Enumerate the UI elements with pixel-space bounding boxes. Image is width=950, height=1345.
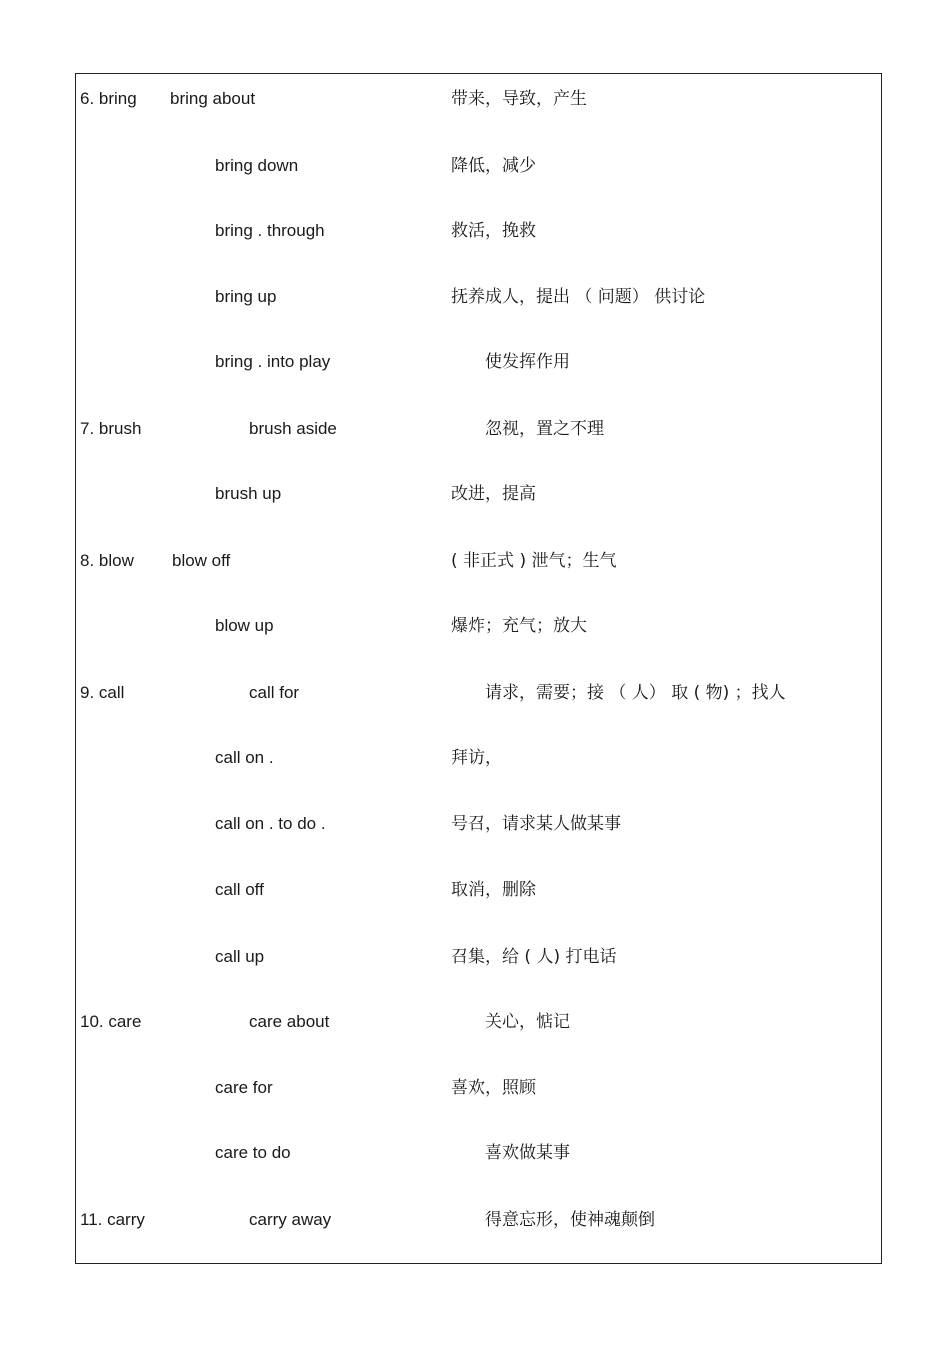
meaning: 带来，导致，产生 bbox=[451, 89, 587, 109]
phrase: call off bbox=[215, 880, 264, 899]
phrase: call up bbox=[215, 947, 265, 966]
phrase: bring about bbox=[170, 89, 256, 108]
phrase: care for bbox=[215, 1078, 273, 1097]
list-item bbox=[0, 151, 950, 181]
list-item bbox=[0, 942, 950, 972]
phrase: care to do bbox=[215, 1143, 291, 1162]
phrase: call on . bbox=[215, 748, 274, 767]
meaning: ( 非正式 ) 泄气；生气 bbox=[451, 551, 617, 571]
phrase: bring . into play bbox=[215, 352, 331, 371]
meaning: 取消，删除 bbox=[451, 880, 536, 900]
meaning: 降低，减少 bbox=[451, 156, 536, 176]
list-item bbox=[0, 414, 950, 444]
meaning: 召集，给 ( 人) 打电话 bbox=[451, 947, 617, 967]
entry-number: 7. brush bbox=[80, 419, 142, 438]
phrase: call for bbox=[249, 683, 300, 702]
meaning: 请求，需要；接 （ 人） 取 ( 物) ；找人 bbox=[485, 683, 786, 703]
meaning: 号召，请求某人做某事 bbox=[451, 814, 621, 834]
list-item bbox=[0, 282, 950, 312]
phrase: blow off bbox=[172, 551, 231, 570]
meaning: 忽视，置之不理 bbox=[485, 419, 604, 439]
entry-number: 10. care bbox=[80, 1012, 142, 1031]
list-item bbox=[0, 743, 950, 773]
list-item bbox=[0, 479, 950, 509]
phrase: bring . through bbox=[215, 221, 325, 240]
entry-number: 11. carry bbox=[80, 1210, 145, 1229]
list-item bbox=[0, 875, 950, 905]
list-item bbox=[0, 546, 950, 576]
list-item bbox=[0, 84, 950, 114]
meaning: 使发挥作用 bbox=[485, 352, 570, 372]
meaning: 得意忘形，使神魂颠倒 bbox=[485, 1210, 655, 1230]
meaning: 抚养成人，提出 （ 问题） 供讨论 bbox=[451, 287, 706, 307]
list-item bbox=[0, 1138, 950, 1168]
phrase: carry away bbox=[249, 1210, 332, 1229]
entry-number: 8. blow bbox=[80, 551, 134, 570]
list-item bbox=[0, 216, 950, 246]
list-item bbox=[0, 1007, 950, 1037]
meaning: 喜欢，照顾 bbox=[451, 1078, 536, 1098]
list-item bbox=[0, 611, 950, 641]
list-item bbox=[0, 347, 950, 377]
meaning: 关心，惦记 bbox=[485, 1012, 570, 1032]
list-item bbox=[0, 1205, 950, 1235]
meaning: 爆炸；充气；放大 bbox=[451, 616, 587, 636]
meaning: 喜欢做某事 bbox=[485, 1143, 570, 1163]
entry-number: 9. call bbox=[80, 683, 125, 702]
meaning: 拜访， bbox=[451, 748, 502, 768]
phrase: call on . to do . bbox=[215, 814, 326, 833]
phrase: bring up bbox=[215, 287, 277, 306]
phrase: brush aside bbox=[249, 419, 337, 438]
list-item bbox=[0, 678, 950, 708]
phrase: care about bbox=[249, 1012, 330, 1031]
phrase: bring down bbox=[215, 156, 299, 175]
meaning: 救活，挽救 bbox=[451, 221, 536, 241]
entry-number: 6. bring bbox=[80, 89, 137, 108]
list-item bbox=[0, 809, 950, 839]
list-item bbox=[0, 1073, 950, 1103]
phrase: brush up bbox=[215, 484, 282, 503]
phrase: blow up bbox=[215, 616, 274, 635]
meaning: 改进，提高 bbox=[451, 484, 536, 504]
